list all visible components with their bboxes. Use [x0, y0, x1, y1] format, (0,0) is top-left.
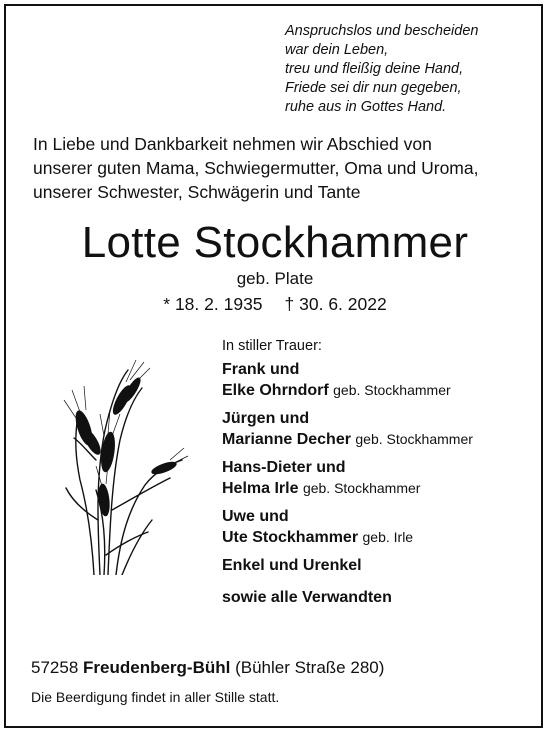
relatives-line: sowie alle Verwandten — [222, 589, 392, 606]
deceased-name: Lotte Stockhammer — [81, 218, 469, 267]
list-item — [222, 588, 542, 608]
mourner-line: Hans-Dieter und — [222, 459, 346, 476]
poem-line: Friede sei dir nun gegeben, — [285, 80, 462, 96]
mourning-heading: In stiller Trauer: — [222, 338, 322, 354]
poem-line: ruhe aus in Gottes Hand. — [285, 99, 447, 115]
mourner-line: Frank und — [222, 361, 300, 378]
town: Freudenberg-Bühl — [83, 658, 231, 677]
list-item — [222, 458, 542, 499]
mourner-line: Ute Stockhammer — [222, 529, 359, 546]
birth-name: geb. Plate — [236, 269, 314, 288]
poem-line: war dein Leben, — [285, 42, 389, 58]
list-item — [222, 556, 542, 576]
maiden-name: geb. Stockhammer — [302, 480, 421, 496]
maiden-name: geb. Stockhammer — [333, 382, 451, 398]
list-item — [222, 507, 542, 548]
address-line — [31, 657, 384, 679]
mourner-line: Marianne Decher — [222, 431, 351, 448]
intro-text — [33, 132, 533, 204]
poem-line: treu und fleißig deine Hand, — [285, 61, 464, 77]
zip-code: 57258 — [31, 658, 79, 677]
mourner-line: Uwe und — [222, 508, 289, 525]
funeral-note: Die Beerdigung findet in aller Stille statt. — [31, 689, 280, 705]
intro-line: unserer Schwester, Schwägerin und Tante — [33, 182, 361, 202]
mourner-line: Elke Ohrndorf — [222, 382, 329, 399]
mourners-list — [222, 360, 542, 616]
maiden-name: geb. Stockhammer — [355, 431, 473, 447]
street: (Bühler Straße 280) — [235, 658, 385, 677]
intro-line: In Liebe und Dankbarkeit nehmen wir Abschied von — [33, 134, 432, 154]
mourner-line: Jürgen und — [222, 410, 310, 427]
intro-line: unserer guten Mama, Schwiegermutter, Oma und Uroma, — [33, 158, 479, 178]
list-item — [222, 409, 542, 450]
list-item — [222, 360, 542, 401]
wheat-ears-icon — [60, 360, 190, 575]
birth-date: * 18. 2. 1935 — [163, 294, 263, 314]
maiden-name: geb. Irle — [362, 529, 414, 545]
life-dates — [0, 293, 550, 315]
grandchildren-line: Enkel und Urenkel — [222, 557, 362, 574]
mourner-line: Helma Irle — [222, 480, 299, 497]
poem — [285, 22, 535, 117]
death-date: † 30. 6. 2022 — [284, 294, 387, 314]
poem-line: Anspruchslos und bescheiden — [285, 23, 479, 39]
